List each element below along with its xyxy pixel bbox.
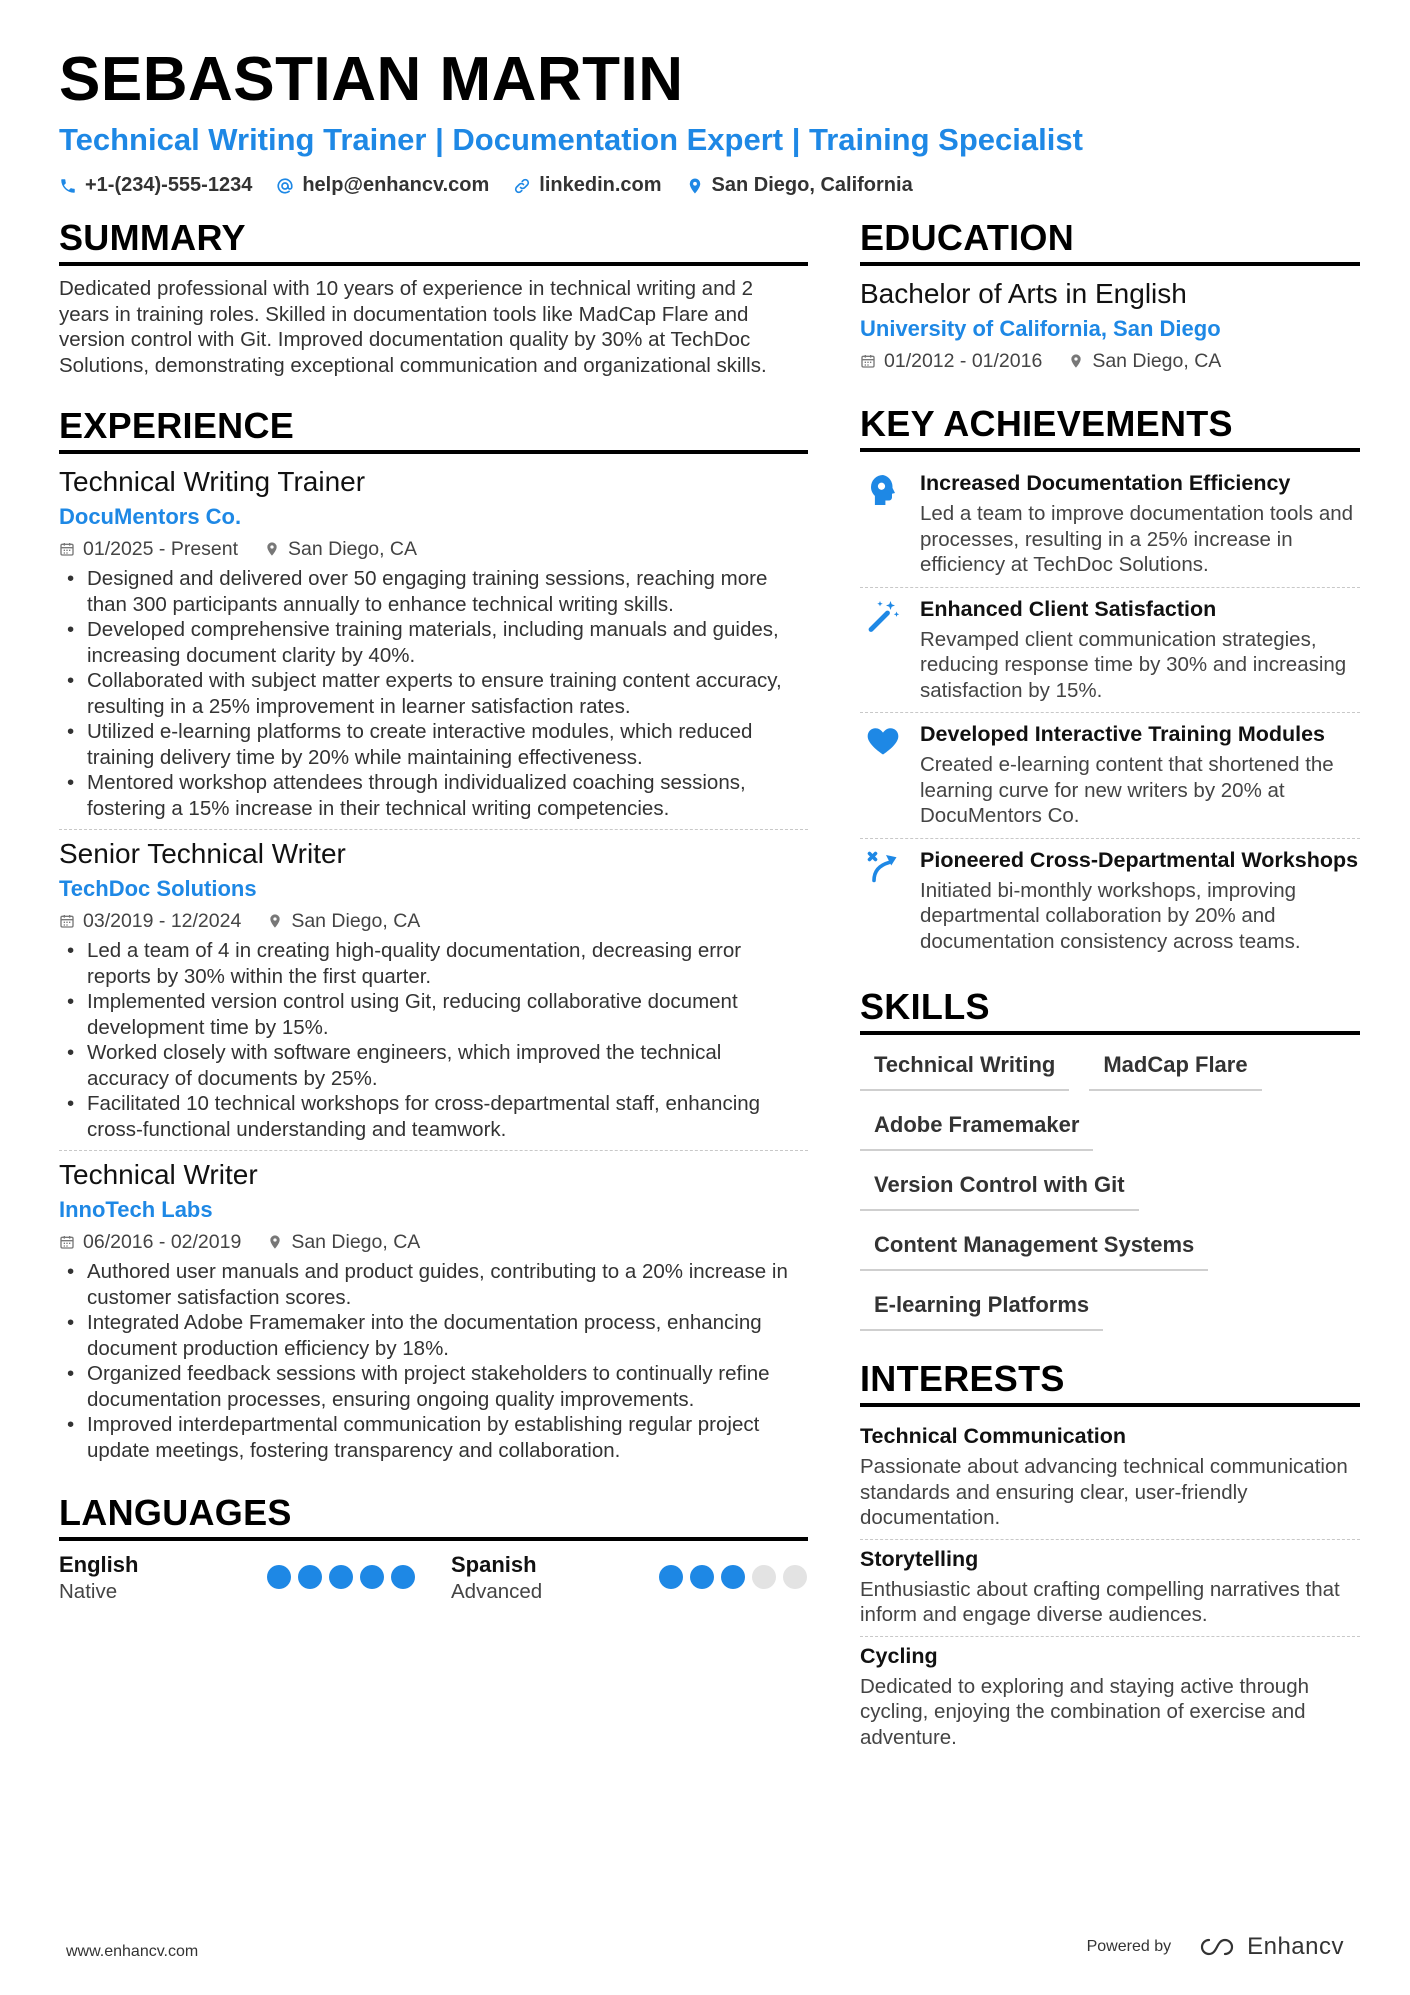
- job-meta: [59, 908, 808, 934]
- achievement-item: [860, 587, 1360, 713]
- job-location: [267, 908, 420, 934]
- job-location: [264, 536, 417, 562]
- calendar-icon: [59, 913, 75, 929]
- job-bullet: • Collaborated with subject matter experts to ensure training content accuracy, resulting in a 25% improvement in learner satisfaction rates.: [59, 668, 808, 719]
- job-bullet: • Mentored workshop attendees through individualized coaching sessions, fostering a 15% increase in their technical writing competencies.: [59, 770, 808, 821]
- job-dates-text: 03/2019 - 12/2024: [83, 910, 242, 932]
- magic-wand-icon: [865, 598, 901, 634]
- contact-location: [686, 174, 913, 197]
- achievement-desc: Initiated bi-monthly workshops, improving departmental collaboration by 20% and documentation consistency across teams.: [920, 878, 1301, 953]
- job-bullet: • Organized feedback sessions with project stakeholders to continually refine documentation processes, ensuring ongoing quality improvements.: [59, 1361, 808, 1412]
- rating-dot-filled: [721, 1565, 745, 1589]
- languages-list: [59, 1551, 808, 1605]
- candidate-name: SEBASTIAN MARTIN: [59, 45, 684, 114]
- job-entry: [59, 464, 808, 829]
- candidate-title: Technical Writing Trainer | Documentation Expert | Training Specialist: [59, 122, 1083, 157]
- header: [59, 44, 1359, 197]
- rating-dot-empty: [752, 1565, 776, 1589]
- location-pin-icon: [267, 1234, 283, 1250]
- achievement-item: [860, 462, 1360, 587]
- job-bullet: • Authored user manuals and product guides, contributing to a 20% increase in customer satisfaction scores.: [59, 1259, 808, 1310]
- summary-text: Dedicated professional with 10 years of experience in technical writing and 2 years in training roles. Skilled in documentation tools like MadCap Flare and version control with Git. Improved documentation quality by 30% at TechDoc Solutions, demonstrating exceptional communication and organizational skills.: [59, 277, 767, 377]
- language-item: [59, 1551, 415, 1605]
- job-role: Technical Writing Trainer: [59, 466, 366, 497]
- education-location: [1068, 348, 1221, 374]
- interest-desc: Dedicated to exploring and staying active through cycling, enjoying the combination of exercise and adventure.: [860, 1674, 1310, 1749]
- languages-section: [59, 1491, 808, 1605]
- right-column: [860, 216, 1360, 1758]
- interests-heading: INTERESTS: [860, 1357, 1360, 1407]
- language-name: Spanish: [451, 1552, 537, 1577]
- skill-tag: Technical Writing: [860, 1045, 1069, 1091]
- skill-tag: E-learning Platforms: [860, 1285, 1103, 1331]
- job-bullet: • Implemented version control using Git, reducing collaborative document development time by 15%.: [59, 989, 808, 1040]
- rating-dot-filled: [659, 1565, 683, 1589]
- language-item: [451, 1551, 807, 1605]
- languages-heading: LANGUAGES: [59, 1491, 808, 1541]
- education-dates-text: 01/2012 - 01/2016: [884, 350, 1043, 372]
- rating-dot-filled: [298, 1565, 322, 1589]
- location-text: San Diego, California: [711, 174, 913, 196]
- calendar-icon: [59, 1234, 75, 1250]
- job-bullet: • Designed and delivered over 50 engaging training sessions, reaching more than 300 participants annually to enhance technical writing skills.: [59, 566, 808, 617]
- interest-item: [860, 1539, 1360, 1636]
- skill-tag: MadCap Flare: [1089, 1045, 1261, 1091]
- education-location-text: San Diego, CA: [1092, 350, 1222, 372]
- linkedin-text: linkedin.com: [539, 174, 662, 196]
- language-rating: [267, 1565, 415, 1605]
- location-pin-icon: [686, 177, 704, 195]
- interest-title: Technical Communication: [860, 1424, 1126, 1448]
- achievements-section: [860, 402, 1360, 963]
- brand-logo[interactable]: [1195, 1933, 1344, 1961]
- job-role: Technical Writer: [59, 1159, 258, 1190]
- job-location-text: San Diego, CA: [291, 910, 421, 932]
- job-location-text: San Diego, CA: [288, 538, 418, 560]
- job-dates: [59, 908, 241, 934]
- contact-bar: [59, 174, 1359, 197]
- location-pin-icon: [264, 541, 280, 557]
- job-bullet: • Facilitated 10 technical workshops for cross-departmental staff, enhancing cross-functional understanding and teamwork.: [59, 1091, 808, 1142]
- education-degree: Bachelor of Arts in English: [860, 278, 1187, 309]
- head-icon: [865, 472, 901, 508]
- achievement-desc: Created e-learning content that shortened the learning curve for new writers by 20% at DocuMentors Co.: [920, 753, 1334, 827]
- calendar-icon: [860, 353, 876, 369]
- skills-list: [860, 1045, 1360, 1331]
- interests-section: [860, 1357, 1360, 1758]
- location-pin-icon: [267, 913, 283, 929]
- achievement-item: [860, 838, 1360, 964]
- phone-text: +1-(234)-555-1234: [85, 174, 253, 196]
- job-bullets: [59, 938, 808, 1142]
- job-company: TechDoc Solutions: [59, 876, 257, 901]
- job-bullet: • Improved interdepartmental communication by establishing regular project update meetings, fostering transparency and collaboration.: [59, 1412, 808, 1463]
- rating-dot-filled: [690, 1565, 714, 1589]
- job-bullets: [59, 566, 808, 821]
- job-role: Senior Technical Writer: [59, 838, 346, 869]
- contact-phone[interactable]: [59, 174, 252, 197]
- job-dates-text: 06/2016 - 02/2019: [83, 1231, 242, 1253]
- job-company: InnoTech Labs: [59, 1197, 213, 1222]
- interest-title: Storytelling: [860, 1546, 979, 1571]
- brand-name: Enhancv: [1247, 1933, 1344, 1960]
- achievement-title: Increased Documentation Efficiency: [920, 471, 1291, 495]
- phone-icon: [59, 177, 77, 195]
- achievement-title: Developed Interactive Training Modules: [920, 722, 1326, 746]
- job-bullet: • Developed comprehensive training materials, including manuals and guides, increasing document clarity by 40%.: [59, 617, 808, 668]
- rating-dot-empty: [783, 1565, 807, 1589]
- calendar-icon: [59, 541, 75, 557]
- left-column: [59, 216, 808, 1605]
- rating-dot-filled: [360, 1565, 384, 1589]
- language-level: Advanced: [451, 1580, 543, 1603]
- skill-tag: Adobe Framemaker: [860, 1105, 1093, 1151]
- job-bullet: • Integrated Adobe Framemaker into the documentation process, enhancing document production efficiency by 18%.: [59, 1310, 808, 1361]
- job-bullets: [59, 1259, 808, 1463]
- education-dates: [860, 348, 1042, 374]
- footer-website[interactable]: www.enhancv.com: [66, 1943, 199, 1960]
- job-entry: [59, 1150, 808, 1471]
- achievement-item: [860, 712, 1360, 838]
- link-icon: [513, 177, 531, 195]
- achievements-heading: KEY ACHIEVEMENTS: [860, 402, 1360, 452]
- location-pin-icon: [1068, 353, 1084, 369]
- enhancv-logo-icon: [1195, 1936, 1239, 1958]
- education-school: University of California, San Diego: [860, 316, 1221, 341]
- at-icon: [276, 177, 294, 195]
- footer-branding: [1087, 1933, 1344, 1961]
- heart-icon: [865, 723, 901, 759]
- job-bullet: • Utilized e-learning platforms to create interactive modules, which reduced training delivery time by 20% while maintaining effectiveness.: [59, 719, 808, 770]
- achievement-title: Enhanced Client Satisfaction: [920, 596, 1217, 621]
- language-level: Native: [59, 1580, 118, 1603]
- job-meta: [59, 1229, 808, 1255]
- rating-dot-filled: [267, 1565, 291, 1589]
- contact-linkedin[interactable]: [513, 174, 661, 197]
- interest-item: [860, 1636, 1360, 1759]
- education-heading: EDUCATION: [860, 216, 1360, 266]
- interest-desc: Enthusiastic about crafting compelling narratives that inform and engage diverse audiences.: [860, 1577, 1340, 1626]
- summary-heading: SUMMARY: [59, 216, 808, 266]
- powered-by-text: Powered by: [1086, 1938, 1172, 1955]
- language-name: English: [59, 1552, 139, 1577]
- achievement-desc: Led a team to improve documentation tools and processes, resulting in a 25% increase in efficiency at TechDoc Solutions.: [920, 502, 1354, 576]
- job-company: DocuMentors Co.: [59, 504, 242, 529]
- interest-item: [860, 1417, 1360, 1539]
- job-entry: [59, 829, 808, 1150]
- job-bullet: • Worked closely with software engineers, which improved the technical accuracy of documents by 25%.: [59, 1040, 808, 1091]
- skills-section: [860, 985, 1360, 1331]
- interest-desc: Passionate about advancing technical communication standards and ensuring clear, user-friendly documentation.: [860, 1455, 1348, 1529]
- job-dates-text: 01/2025 - Present: [83, 538, 239, 560]
- job-dates: [59, 536, 238, 562]
- skill-tag: Version Control with Git: [860, 1165, 1139, 1211]
- email-text: help@enhancv.com: [302, 174, 490, 196]
- strategy-icon: [865, 849, 901, 885]
- achievement-title: Pioneered Cross-Departmental Workshops: [920, 847, 1359, 872]
- achievement-desc: Revamped client communication strategies, reducing response time by 30% and increasing satisfaction by 15%.: [920, 627, 1347, 702]
- interest-title: Cycling: [860, 1643, 938, 1668]
- summary-section: [59, 216, 808, 378]
- skills-heading: SKILLS: [860, 985, 1360, 1035]
- job-location: [267, 1229, 420, 1255]
- job-meta: [59, 536, 808, 562]
- job-dates: [59, 1229, 241, 1255]
- education-section: [860, 216, 1360, 374]
- experience-heading: EXPERIENCE: [59, 404, 808, 454]
- education-meta: [860, 348, 1360, 374]
- job-location-text: San Diego, CA: [291, 1231, 421, 1253]
- job-bullet: • Led a team of 4 in creating high-quality documentation, decreasing error reports by 30% within the first quarter.: [59, 938, 808, 989]
- rating-dot-filled: [391, 1565, 415, 1589]
- skill-tag: Content Management Systems: [860, 1225, 1208, 1271]
- contact-email[interactable]: [276, 174, 489, 197]
- experience-section: [59, 404, 808, 1471]
- language-rating: [659, 1565, 807, 1605]
- rating-dot-filled: [329, 1565, 353, 1589]
